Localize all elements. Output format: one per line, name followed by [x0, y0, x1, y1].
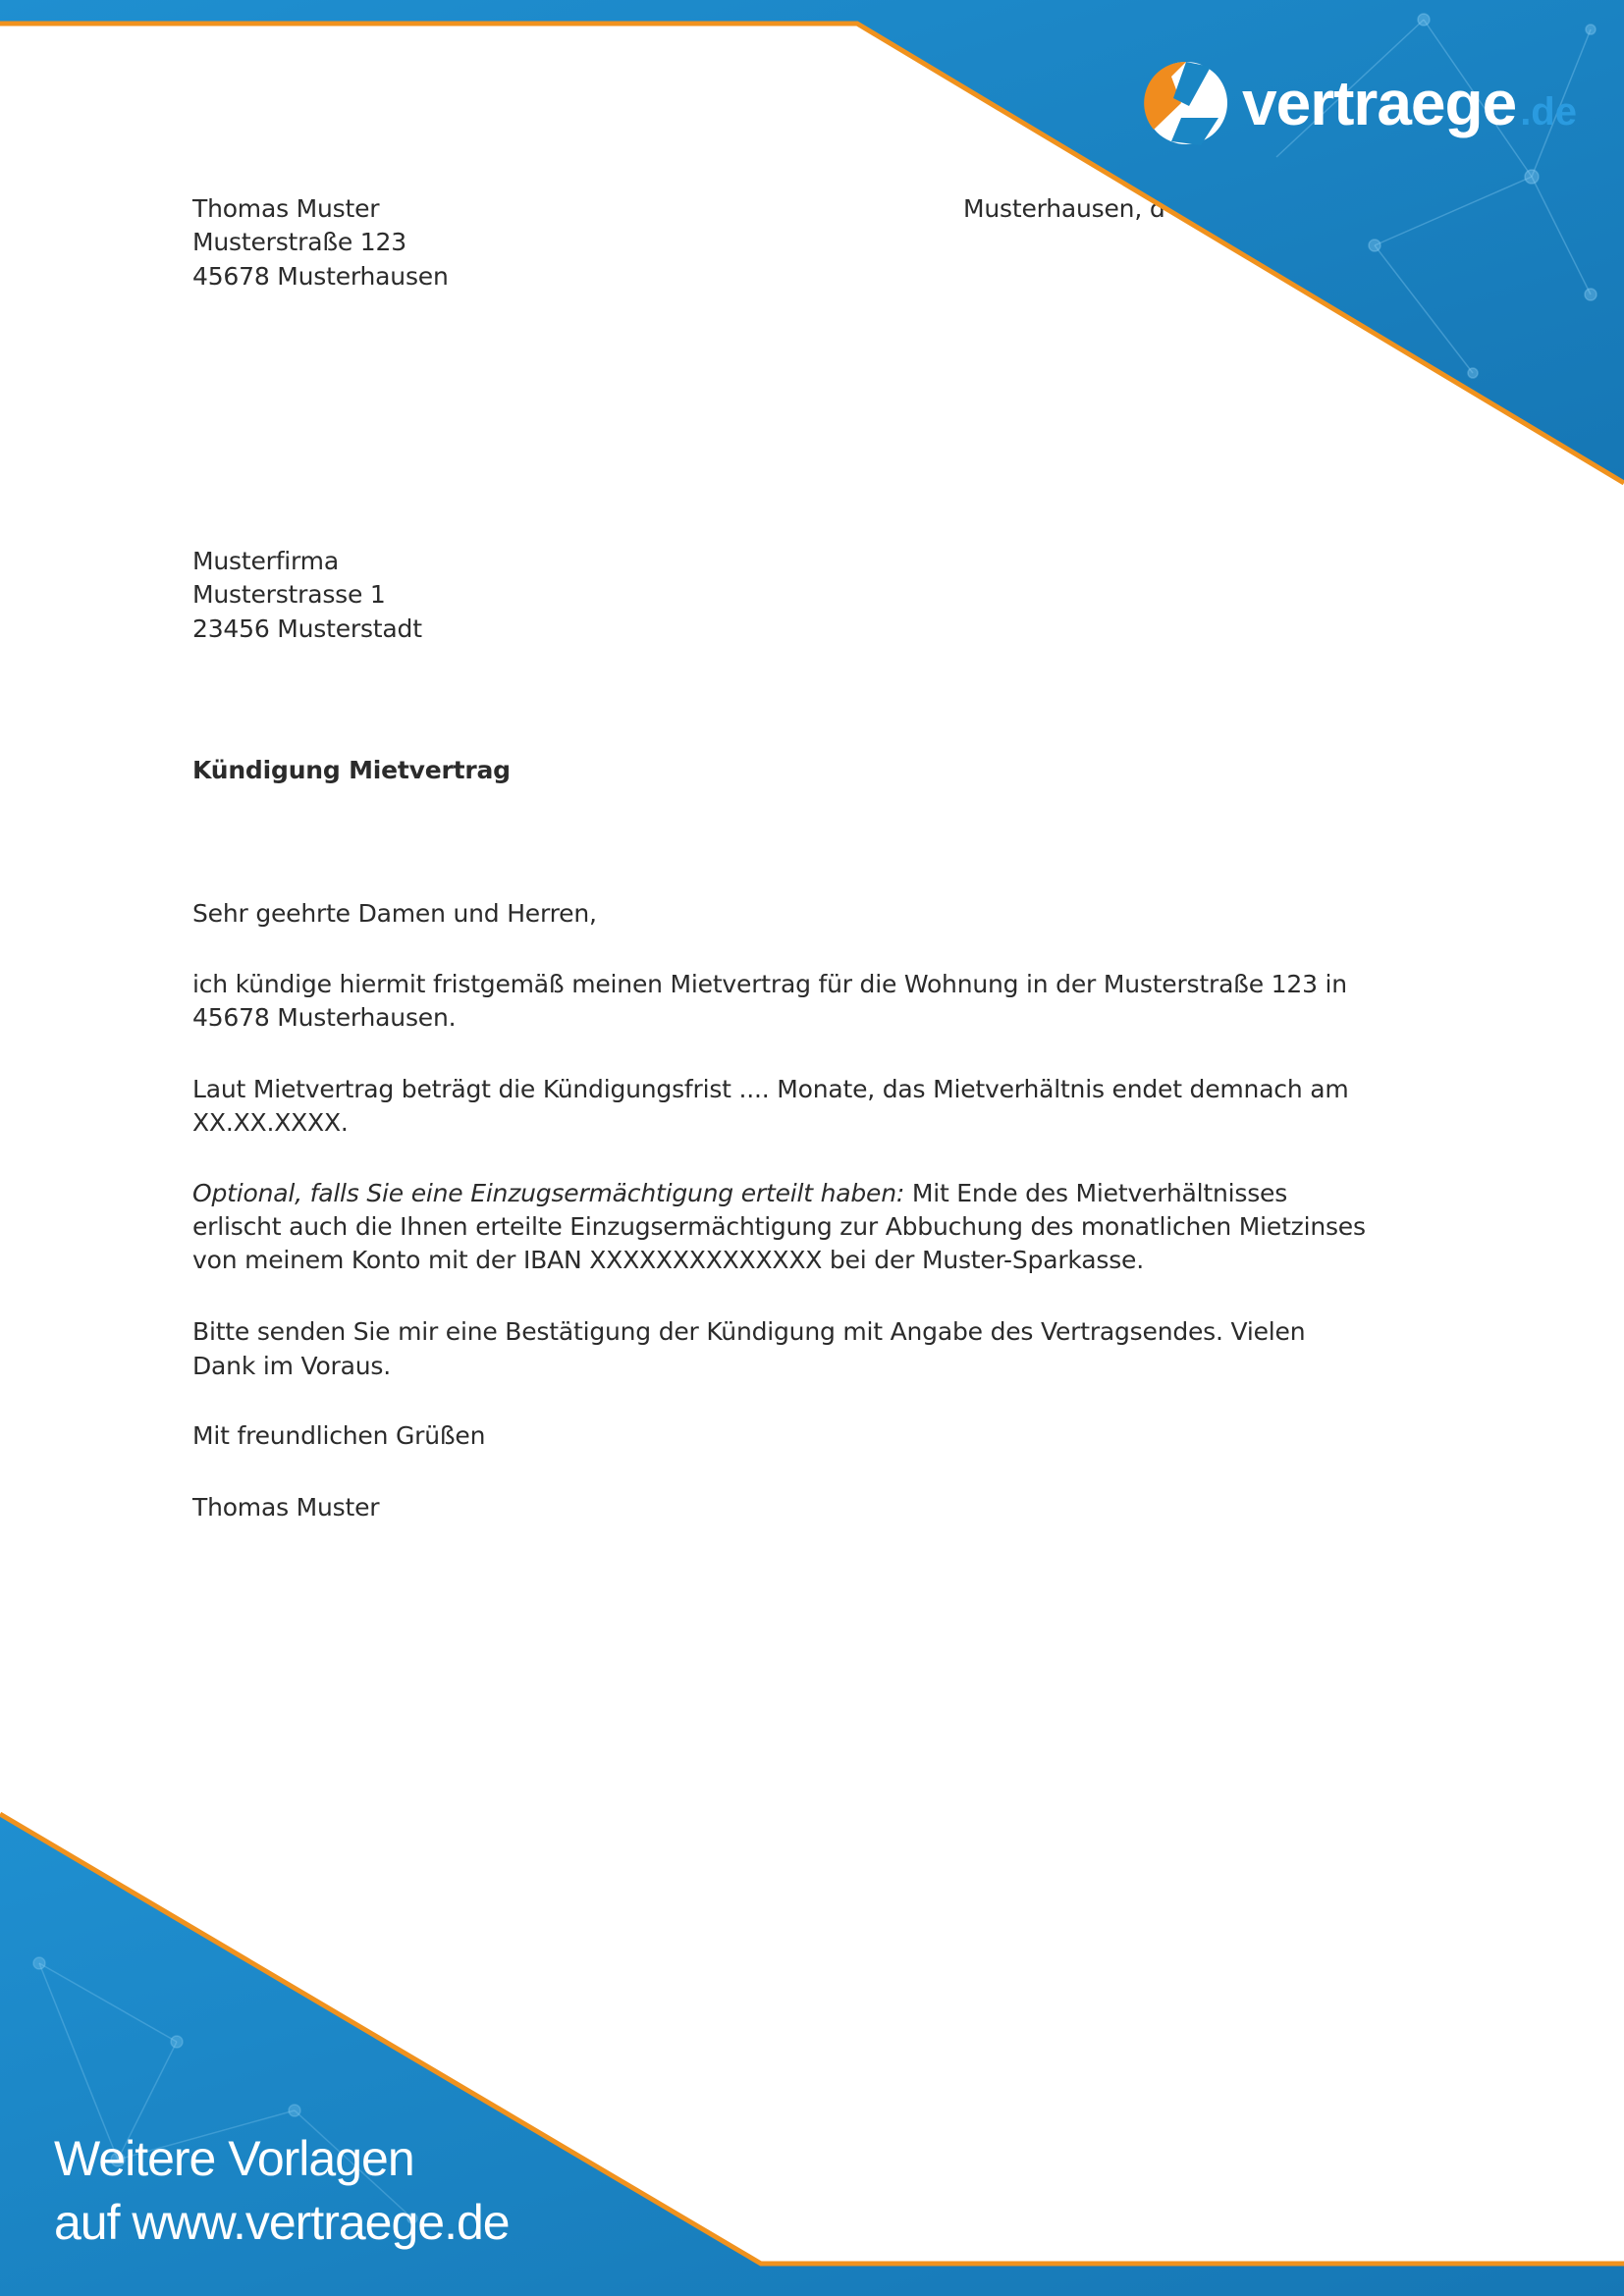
date-line: Musterhausen, d	[963, 194, 1165, 223]
logo-wordmark: vertraege	[1242, 68, 1517, 138]
footer-link[interactable]: auf www.vertraege.de	[54, 2195, 510, 2250]
signature: Thomas Muster	[192, 1493, 380, 1522]
paragraph1-line2: 45678 Musterhausen.	[192, 1003, 457, 1032]
salutation: Sehr geehrte Damen und Herren,	[192, 899, 597, 928]
optional-note: Optional, falls Sie eine Einzugsermächtigung erteilt haben:	[192, 1179, 905, 1207]
paragraph3-line3: von meinem Konto mit der IBAN XXXXXXXXXXXXXX bei der Muster-Sparkasse.	[192, 1246, 1144, 1274]
subject: Kündigung Mietvertrag	[192, 756, 511, 784]
logo-mark-icon	[1142, 59, 1230, 147]
sender-city: 45678 Musterhausen	[192, 262, 449, 291]
footer-line1: Weitere Vorlagen	[54, 2131, 414, 2186]
recipient-city: 23456 Musterstadt	[192, 614, 422, 643]
recipient-street: Musterstrasse 1	[192, 580, 386, 609]
recipient-name: Musterfirma	[192, 547, 339, 575]
closing: Mit freundlichen Grüßen	[192, 1421, 486, 1450]
sender-name: Thomas Muster	[192, 194, 380, 223]
paragraph3-line1-rest: Mit Ende des Mietverhältnisses	[904, 1179, 1288, 1207]
paragraph4-line2: Dank im Voraus.	[192, 1352, 391, 1380]
vertraege-logo	[1142, 59, 1577, 147]
paragraph2-line1: Laut Mietvertrag beträgt die Kündigungsfrist .... Monate, das Mietverhältnis endet demnach am	[192, 1075, 1349, 1103]
paragraph4-line1: Bitte senden Sie mir eine Bestätigung der Kündigung mit Angabe des Vertragsendes. Vielen	[192, 1317, 1306, 1346]
paragraph2-line2: XX.XX.XXXX.	[192, 1108, 349, 1137]
sender-street: Musterstraße 123	[192, 228, 406, 256]
paragraph1-line1: ich kündige hiermit fristgemäß meinen Mietvertrag für die Wohnung in der Musterstraße 123 in	[192, 970, 1347, 998]
paragraph3-line2: erlischt auch die Ihnen erteilte Einzugsermächtigung zur Abbuchung des monatlichen Mietzinses	[192, 1212, 1366, 1241]
logo-tld: .de	[1520, 89, 1577, 133]
